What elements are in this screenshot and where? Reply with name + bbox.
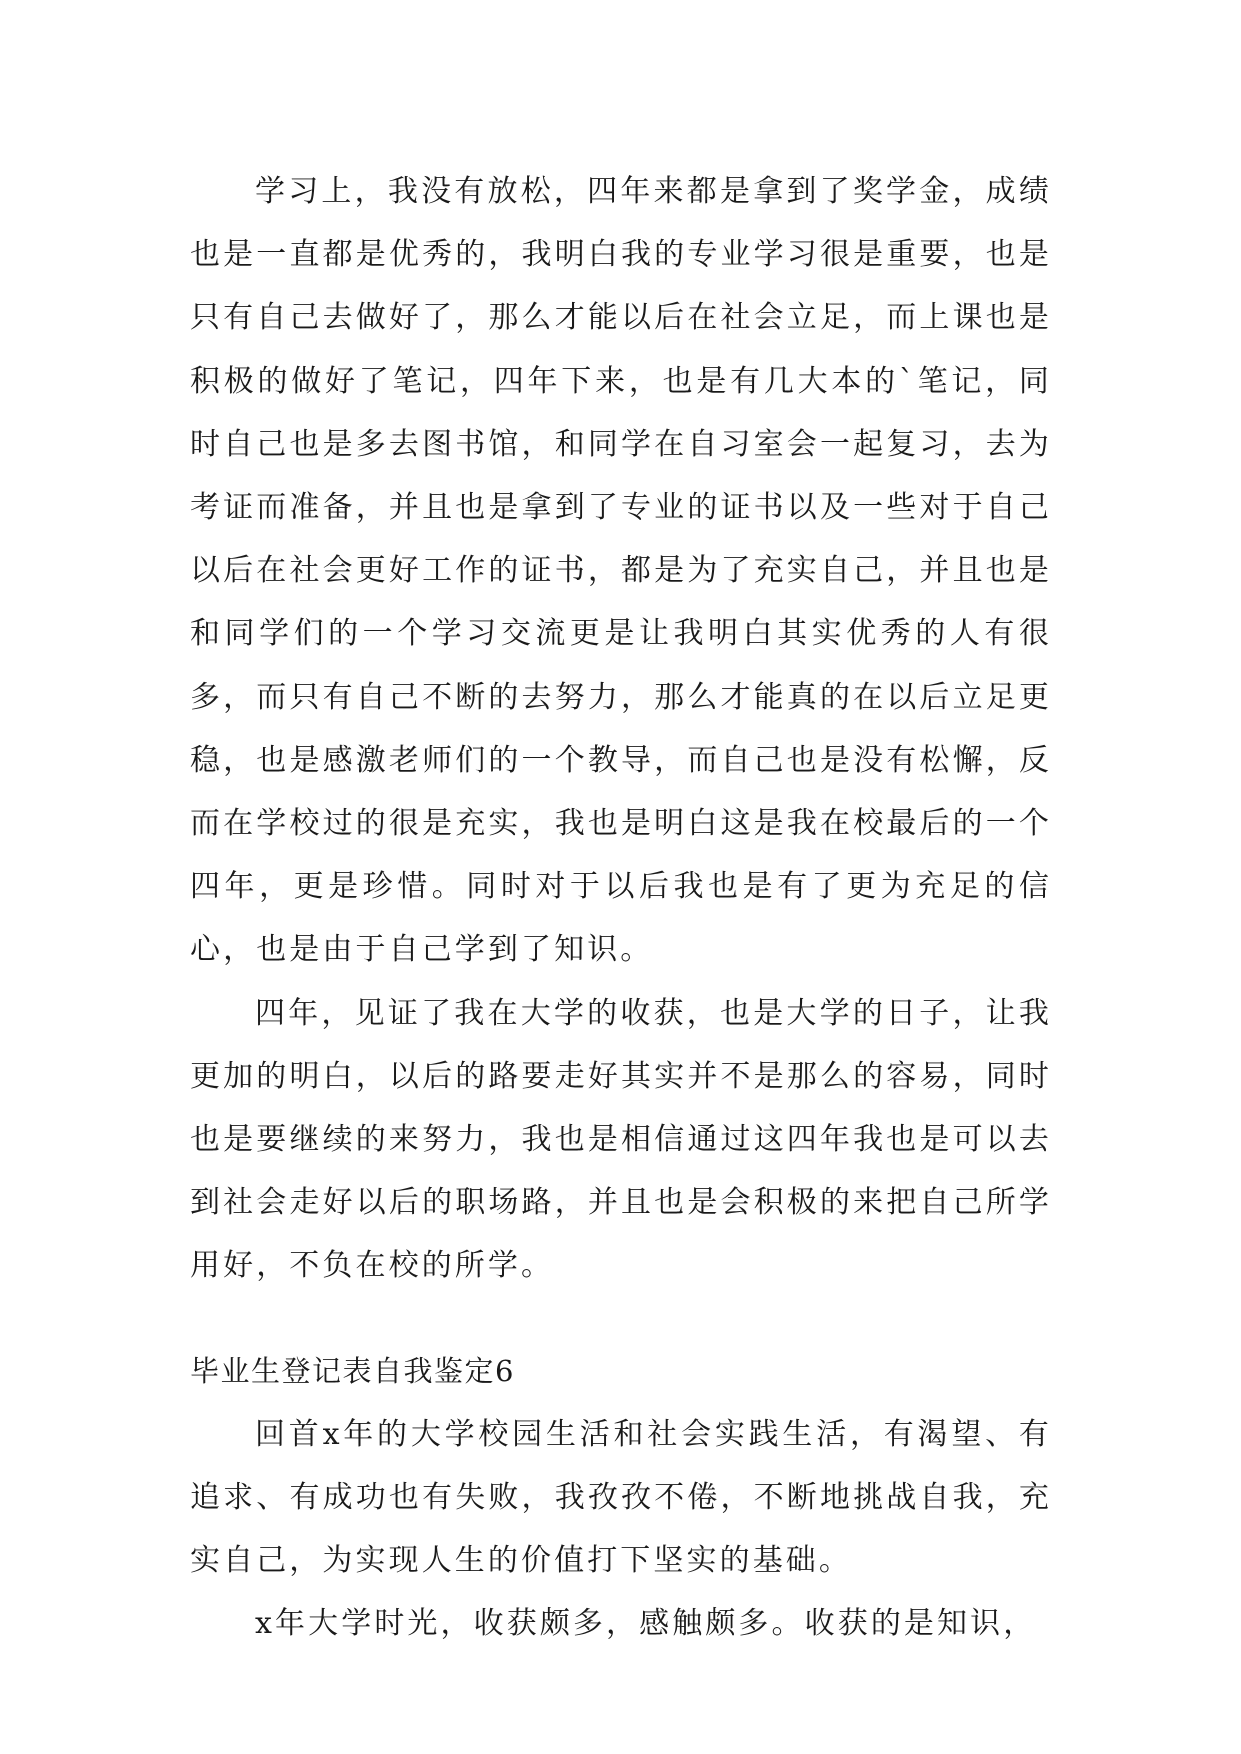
paragraph-look-back: 回首x年的大学校园生活和社会实践生活，有渴望、有追求、有成功也有失败，我孜孜不倦，不断地挑战自我，充实自己，为实现人生的价值打下坚实的基础。 xyxy=(190,1416,1052,1579)
paragraph-four-years: 四年，见证了我在大学的收获，也是大学的日子，让我更加的明白，以后的路要走好其实并不是那么的容易，同时也是要继续的来努力，我也是相信通过这四年我也是可以去到社会走好以后的职场路，并且也是会积极的来把自己所学用好，不负在校的所学。 xyxy=(190,995,1052,1284)
document-page xyxy=(190,160,1052,1656)
paragraph-college-time: x年大学时光，收获颇多，感触颇多。收获的是知识， xyxy=(255,1606,1037,1642)
section-heading: 毕业生登记表自我鉴定6 xyxy=(190,1353,515,1388)
paragraph-study: 学习上，我没有放松，四年来都是拿到了奖学金，成绩也是一直都是优秀的，我明白我的专业学习很是重要，也是只有自己去做好了，那么才能以后在社会立足，而上课也是积极的做好了笔记，四年下来，也是有几大本的`笔记，同时自己也是多去图书馆，和同学在自习室会一起复习，去为考证而准备，并且也是拿到了专业的证书以及一些对于自己以后在社会更好工作的证书，都是为了充实自己，并且也是和同学们的一个学习交流更是让我明白其实优秀的人有很多，而只有自己不断的去努力，那么才能真的在以后立足更稳，也是感激老师们的一个教导，而自己也是没有松懈，反而在学校过的很是充实，我也是明白这是我在校最后的一个四年，更是珍惜。同时对于以后我也是有了更为充足的信心，也是由于自己学到了知识。 xyxy=(190,174,1052,968)
